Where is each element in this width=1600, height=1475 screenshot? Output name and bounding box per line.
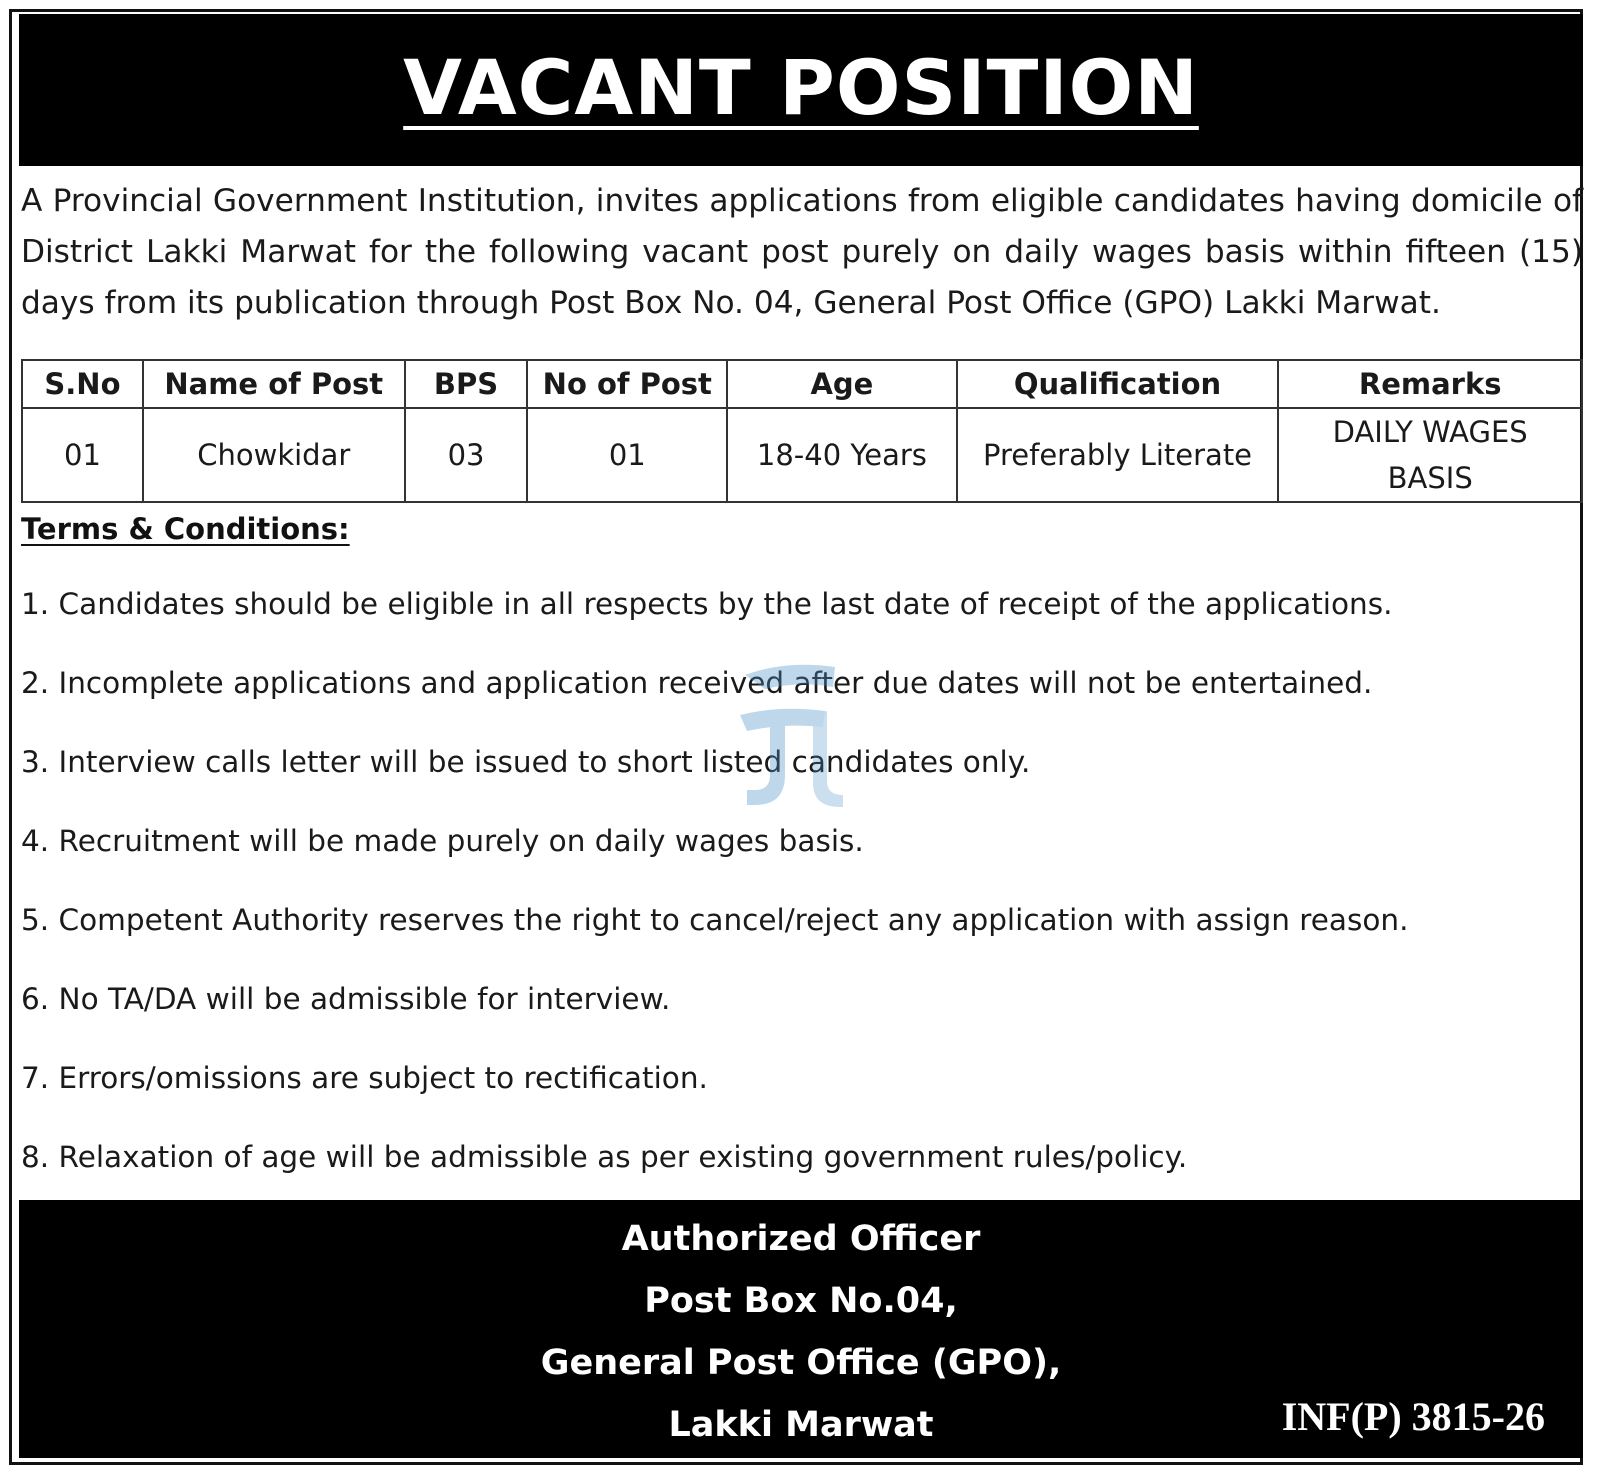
contact-post-office: General Post Office (GPO), bbox=[540, 1343, 1062, 1383]
cell-no-of-post: 01 bbox=[527, 408, 727, 502]
cell-remarks: DAILY WAGES BASIS bbox=[1278, 408, 1582, 502]
cell-sno: 01 bbox=[22, 408, 143, 502]
column-header-qualification: Qualification bbox=[957, 360, 1279, 408]
list-item: 7. Errors/omissions are subject to rectification. bbox=[21, 1061, 708, 1095]
terms-heading: Terms & Conditions: bbox=[21, 512, 350, 546]
column-header-bps: BPS bbox=[405, 360, 528, 408]
cell-qualification: Preferably Literate bbox=[957, 408, 1279, 502]
list-item: 3. Interview calls letter will be issued to short listed candidates only. bbox=[21, 745, 1031, 779]
table-row bbox=[22, 408, 1582, 502]
list-item: 1. Candidates should be eligible in all respects by the last date of receipt of the applications. bbox=[21, 587, 1393, 621]
list-item: 5. Competent Authority reserves the right to cancel/reject any application with assign reason. bbox=[21, 903, 1409, 937]
column-header-age: Age bbox=[727, 360, 957, 408]
intro-paragraph: A Provincial Government Institution, invites applications from eligible candidates having domicile of District Lakki Marwat for the following vacant post purely on daily wages basis within fifteen (15) days from its publication through Post Box No. 04, General Post Office (GPO) Lakki Marwat. bbox=[21, 183, 1583, 321]
cell-name-of-post: Chowkidar bbox=[143, 408, 405, 502]
cell-age: 18-40 Years bbox=[727, 408, 957, 502]
column-header-no-of-post: No of Post bbox=[527, 360, 727, 408]
reference-number: INF(P) 3815-26 bbox=[1281, 1394, 1545, 1439]
contact-title: Authorized Officer bbox=[621, 1219, 981, 1259]
list-item: 2. Incomplete applications and application received after due dates will not be entertained. bbox=[21, 666, 1373, 700]
vacancy-table bbox=[21, 359, 1583, 503]
footer-banner bbox=[19, 1200, 1583, 1458]
watermark-logo-icon bbox=[725, 655, 860, 815]
column-header-sno: S.No bbox=[22, 360, 143, 408]
contact-city: Lakki Marwat bbox=[668, 1405, 934, 1445]
table-header-row bbox=[22, 360, 1582, 408]
list-item: 4. Recruitment will be made purely on daily wages basis. bbox=[21, 824, 864, 858]
list-item: 8. Relaxation of age will be admissible as per existing government rules/policy. bbox=[21, 1140, 1188, 1174]
header-banner bbox=[19, 14, 1583, 166]
contact-post-box: Post Box No.04, bbox=[644, 1281, 958, 1321]
page-title: VACANT POSITION bbox=[403, 42, 1199, 132]
list-item: 6. No TA/DA will be admissible for interview. bbox=[21, 982, 671, 1016]
column-header-remarks: Remarks bbox=[1278, 360, 1582, 408]
cell-bps: 03 bbox=[405, 408, 528, 502]
column-header-name-of-post: Name of Post bbox=[143, 360, 405, 408]
